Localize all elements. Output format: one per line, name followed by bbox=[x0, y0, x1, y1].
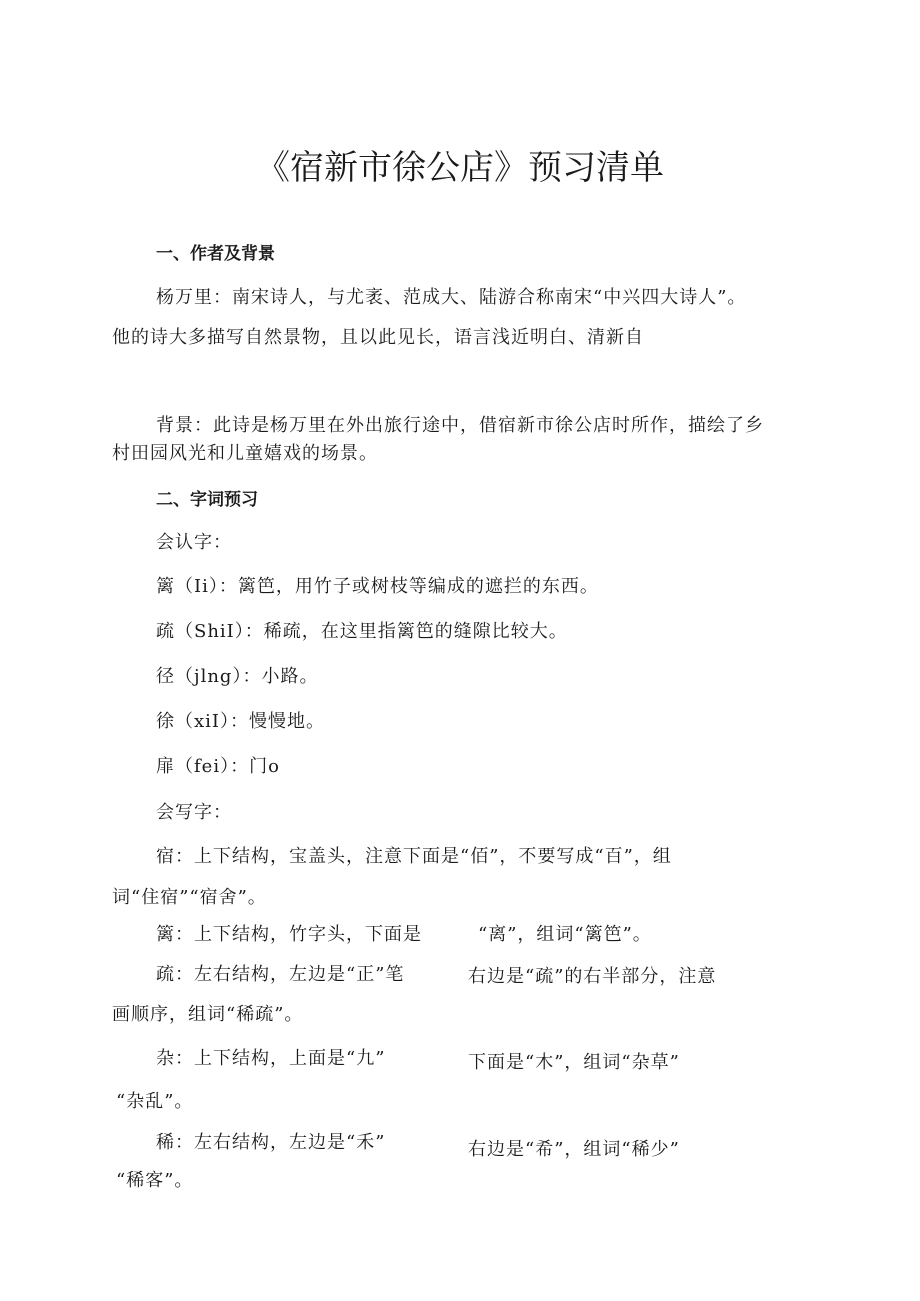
write-xi-right: 右边是“希”，组词“稀少” bbox=[468, 1139, 680, 1160]
write-shu-left: 疏：左右结构，左边是“正”笔 bbox=[156, 964, 405, 985]
write-label: 会写字： bbox=[156, 802, 232, 823]
write-xi-line2: “稀客”。 bbox=[116, 1170, 194, 1191]
recognize-label: 会认字： bbox=[156, 532, 232, 553]
recognize-item: 疏（ShiI）：稀疏，在这里指篱笆的缝隙比较大。 bbox=[156, 621, 568, 642]
write-za-left: 杂：上下结构，上面是“九” bbox=[156, 1048, 386, 1069]
author-text-line1: 杨万里：南宋诗人，与尤袤、范成大、陆游合称南宋“中兴四大诗人”。 bbox=[156, 287, 747, 308]
write-shu-right: 右边是“疏”的右半部分，注意 bbox=[468, 966, 717, 987]
recognize-item: 径（jlng）：小路。 bbox=[156, 666, 319, 687]
recognize-item: 篱（Ii）：篱笆，用竹子或树枝等编成的遮拦的东西。 bbox=[156, 576, 599, 597]
write-su-line2: 词“住宿”“宿舍”。 bbox=[112, 887, 267, 908]
write-za-right: 下面是“木”，组词“杂草” bbox=[468, 1052, 680, 1073]
background-text-line1: 背景：此诗是杨万里在外出旅行途中，借宿新市徐公店时所作，描绘了乡 bbox=[156, 415, 764, 436]
write-xi-left: 稀：左右结构，左边是“禾” bbox=[156, 1132, 386, 1153]
write-li-left: 篱：上下结构，竹字头，下面是 bbox=[156, 924, 422, 945]
write-li-right: “离”，组词“篱笆”。 bbox=[478, 924, 652, 945]
recognize-item: 徐（xiI）：慢慢地。 bbox=[156, 711, 326, 732]
page-title: 《宿新市徐公店》预习清单 bbox=[256, 148, 664, 188]
background-text-line2: 村田园风光和儿童嬉戏的场景。 bbox=[112, 443, 378, 464]
recognize-item: 扉（fei）：门o bbox=[156, 756, 280, 777]
write-za-line2: “杂乱”。 bbox=[116, 1091, 194, 1112]
author-text-line2: 他的诗大多描写自然景物，且以此见长，语言浅近明白、清新自 bbox=[112, 327, 644, 348]
section-heading-vocab: 二、字词预习 bbox=[156, 490, 258, 510]
write-su-line1: 宿：上下结构，宝盖头，注意下面是“佰”，不要写成“百”，组 bbox=[156, 846, 672, 867]
write-shu-line2: 画顺序，组词“稀疏”。 bbox=[112, 1004, 304, 1025]
section-heading-author: 一、作者及背景 bbox=[156, 244, 275, 264]
